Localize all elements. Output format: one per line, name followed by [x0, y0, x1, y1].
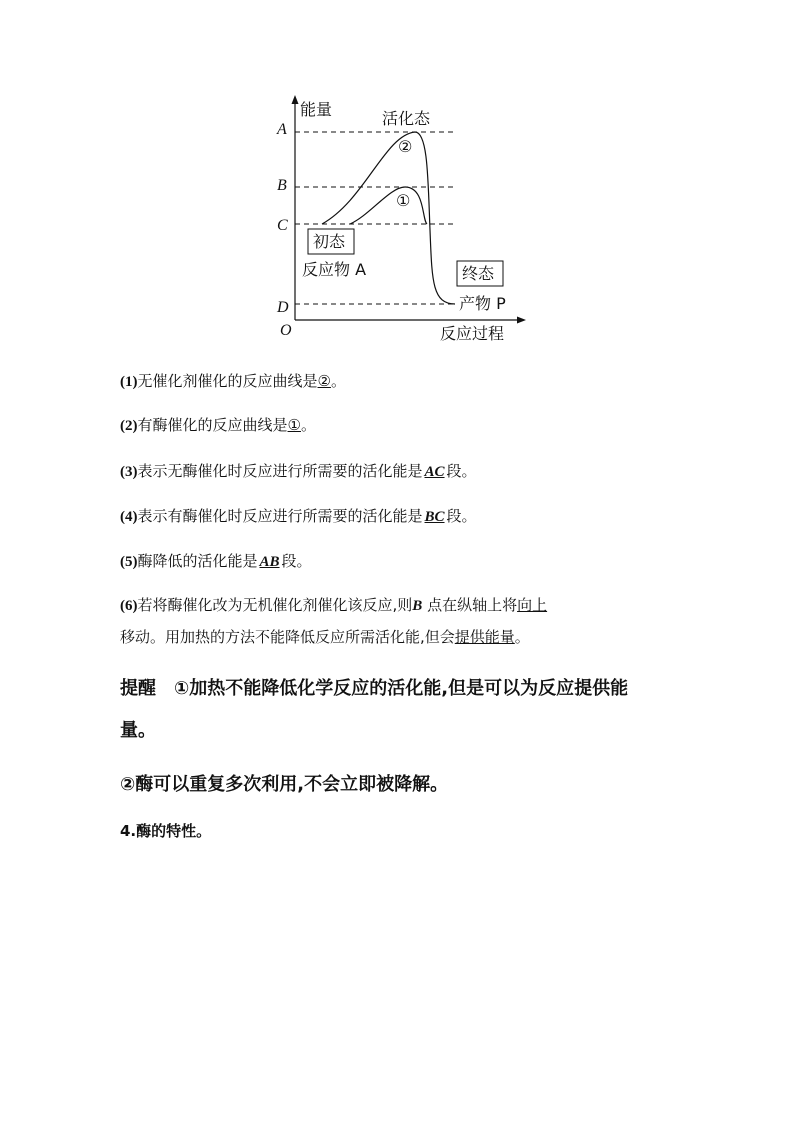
origin-label: O — [280, 322, 292, 339]
question-4: (4)表示有酶催化时反应进行所需要的活化能是 BC 段。 — [120, 507, 477, 525]
label-D: D — [277, 299, 289, 316]
section-heading: 4.酶的特性。 — [120, 822, 212, 840]
answer-6b: 提供能量 — [454, 628, 515, 646]
label-B: B — [277, 177, 287, 194]
initial-box-label: 初态 — [313, 232, 346, 251]
peak-label: 活化态 — [382, 109, 431, 128]
tip-line1: 提醒 ①加热不能降低化学反应的活化能,但是可以为反应提供能 — [120, 678, 629, 699]
curve-1 — [350, 187, 427, 224]
question-2: (2)有酶催化的反应曲线是①。 — [120, 416, 316, 434]
curve1-marker: ① — [396, 191, 411, 210]
x-axis-arrow — [517, 317, 526, 324]
answer-5: AB — [259, 554, 280, 570]
question-3: (3)表示无酶催化时反应进行所需要的活化能是 AC 段。 — [120, 462, 477, 480]
energy-diagram — [250, 90, 540, 352]
x-axis-label: 反应过程 — [440, 324, 505, 343]
question-6-line2: 移动。用加热的方法不能降低反应所需活化能,但会提供能量。 — [120, 628, 530, 646]
label-C: C — [277, 217, 288, 234]
answer-2: ① — [287, 416, 301, 434]
curve2-marker: ② — [398, 137, 413, 156]
tip-line2: 量。 — [120, 720, 156, 741]
reactant-label: 反应物 A — [302, 260, 367, 279]
question-6-line1: (6)若将酶催化改为无机催化剂催化该反应,则B 点在纵轴上将向上 — [120, 596, 548, 614]
y-axis-arrow — [292, 95, 299, 104]
point-B: B — [412, 598, 423, 614]
product-label: 产物 P — [459, 294, 506, 313]
question-5: (5)酶降低的活化能是 AB 段。 — [120, 552, 312, 570]
answer-1: ② — [317, 372, 331, 390]
question-1: (1)无催化剂催化的反应曲线是②。 — [120, 372, 346, 390]
tip-line3: ②酶可以重复多次利用,不会立即被降解。 — [120, 774, 449, 795]
final-box-label: 终态 — [462, 264, 495, 283]
answer-3: AC — [424, 464, 445, 480]
answer-4: BC — [424, 509, 445, 525]
answer-6a: 向上 — [517, 596, 548, 614]
y-axis-label: 能量 — [300, 100, 333, 119]
label-A: A — [277, 121, 287, 138]
